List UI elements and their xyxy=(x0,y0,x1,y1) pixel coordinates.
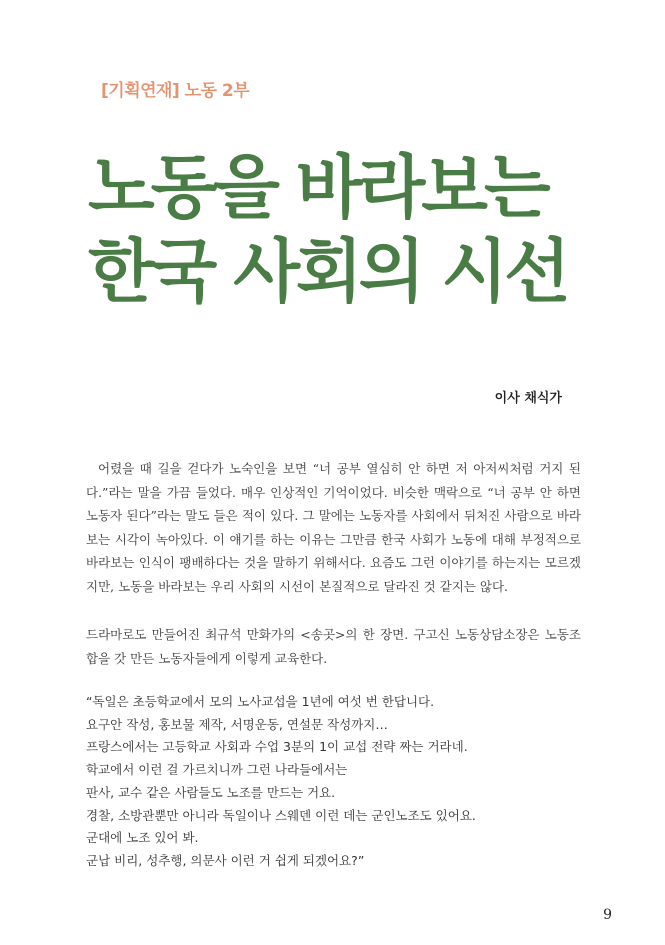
title-line-2: 한국 사회의 시선 xyxy=(88,232,567,312)
title-line-1: 노동을 바라보는 xyxy=(88,148,547,228)
page-number: 9 xyxy=(603,907,612,923)
quote-line: 군납 비리, 성추행, 의문사 이런 거 쉽게 되겠어요?” xyxy=(86,852,365,868)
quote-line: 프랑스에서는 고등학교 사회과 수업 3분의 1이 교섭 전략 짜는 거라네. xyxy=(86,739,468,755)
quote-block xyxy=(86,691,581,873)
quote-line: “독일은 초등학교에서 모의 노사교섭을 1년에 여섯 번 한답니다. xyxy=(86,694,435,709)
quote-line: 학교에서 이런 걸 가르치니까 그런 나라들에서는 xyxy=(86,762,348,778)
quote-line: 군대에 노조 있어 봐. xyxy=(86,830,199,846)
author-byline: 이사 채식가 xyxy=(494,391,562,406)
quote-line: 요구안 작성, 홍보물 제작, 서명운동, 연설문 작성까지… xyxy=(86,716,388,732)
series-label: [기획연재] 노동 2부 xyxy=(101,81,250,101)
paragraph-intro: 어렸을 때 길을 걷다가 노숙인을 보면 “너 공부 열심히 안 하면 저 아저씨처럼 거지 된다.”라는 말을 가끔 들었다. 매우 인상적인 기억이었다. 비슷한 맥락으로 “너 공부 안 하면 노동자 된다”라는 말도 들은 적이 있다. 그 말에는 노동자를 사회에서 뒤처진 사람으로 바라보는 시각이 녹아있다. 이 얘기를 하는 이유는 그만큼 한국 사회가 노동에 대해 부정적으로 바라보는 인식이 팽배하다는 것을 말하기 위해서다. 요즘도 그런 이야기를 하는지는 모르겠지만, 노동을 바라보는 우리 사회의 시선이 본질적으로 달라진 것 같지는 않다. xyxy=(86,461,581,594)
quote-line: 판사, 교수 같은 사람들도 노조를 만드는 거요. xyxy=(86,784,336,800)
quote-line: 경찰, 소방관뿐만 아니라 독일이나 스웨덴 이런 데는 군인노조도 있어요. xyxy=(86,807,476,823)
paragraph-drama: 드라마로도 만들어진 최규석 만화가의 <송곳>의 한 장면. 구고신 노동상담소장은 노동조합을 갓 만든 노동자들에게 이렇게 교육한다. xyxy=(86,627,581,666)
article-title xyxy=(88,146,567,314)
